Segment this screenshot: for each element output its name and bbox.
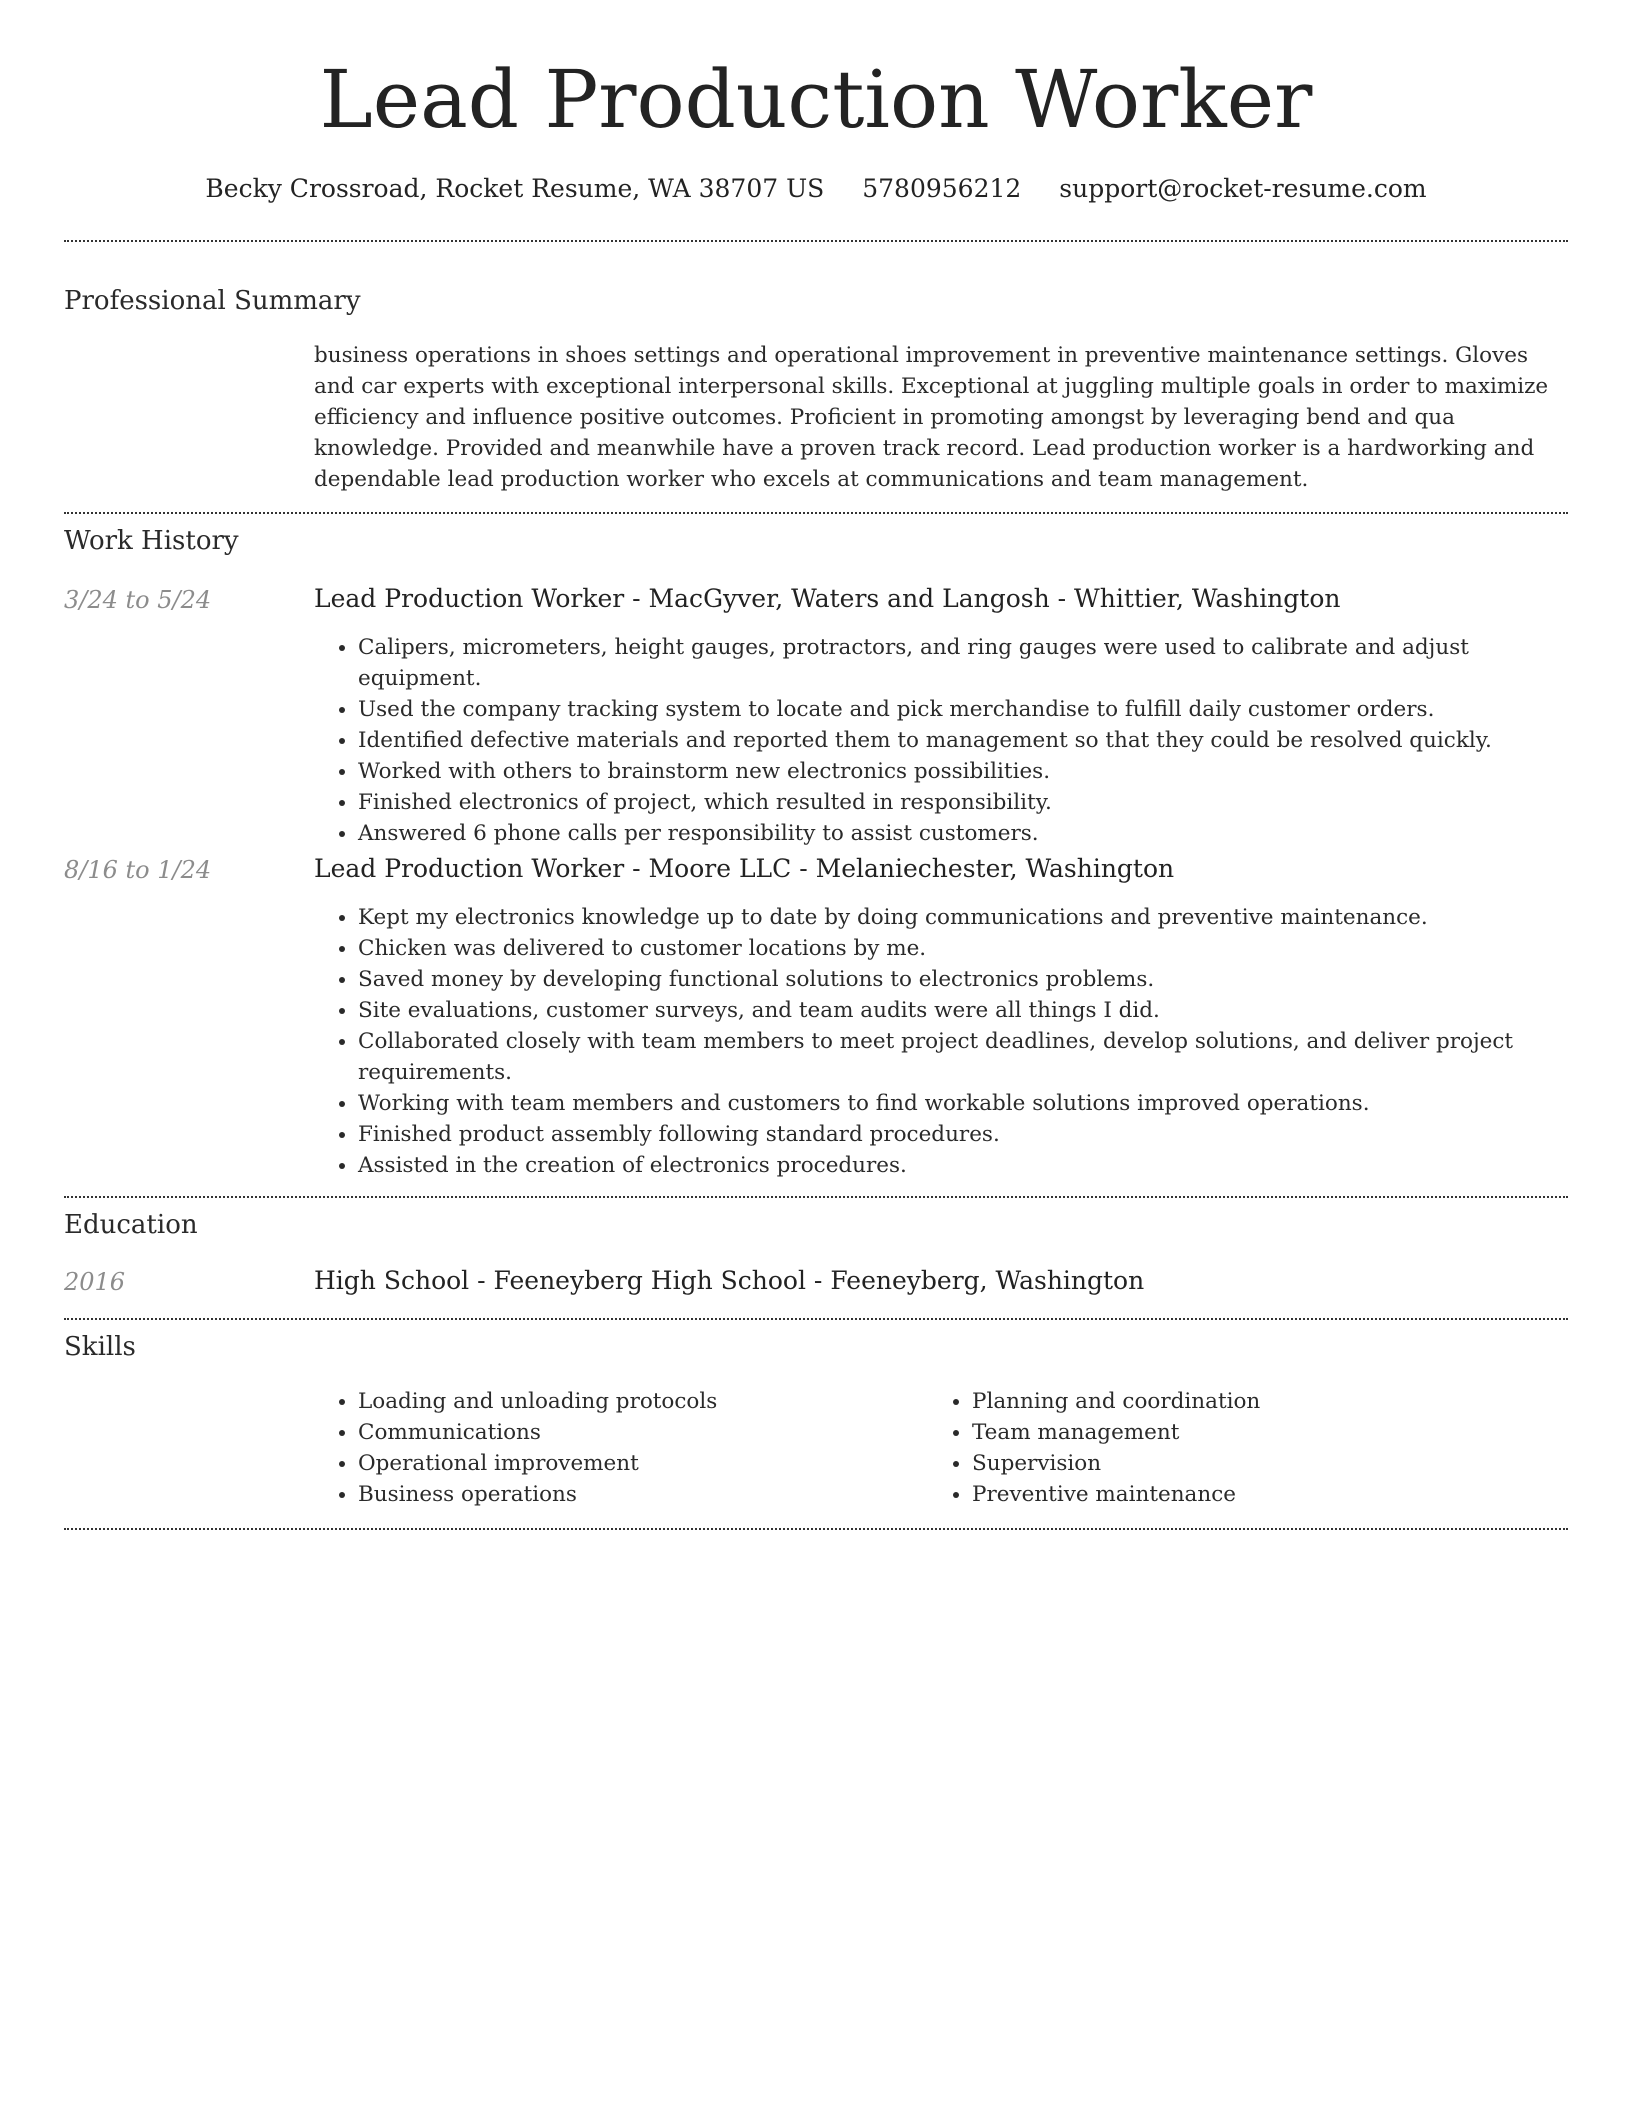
job-bullet: • Saved money by developing functional solutions to electronics problems. — [358, 964, 1564, 995]
skill-item: • Operational improvement — [358, 1448, 914, 1479]
job-bullet: • Assisted in the creation of electronics procedures. — [358, 1150, 1564, 1181]
skill-item: • Preventive maintenance — [972, 1479, 1528, 1510]
job-heading: Lead Production Worker - MacGyver, Waters and Langosh - Whittier, Washington — [314, 584, 1341, 613]
job-bullet: • Working with team members and customers to find workable solutions improved operations. — [358, 1088, 1564, 1119]
job-dates: 3/24 to 5/24 — [64, 586, 212, 614]
job-dates: 8/16 to 1/24 — [64, 856, 212, 884]
skill-item: • Communications — [358, 1417, 914, 1448]
job-bullet: • Identified defective materials and reported them to management so that they could be resolved quickly. — [358, 725, 1564, 756]
resume-name: Lead Production Worker — [319, 53, 1313, 146]
job-bullets — [314, 632, 1564, 849]
section-title-summary: Professional Summary — [64, 286, 361, 316]
job-bullet: • Worked with others to brainstorm new electronics possibilities. — [358, 756, 1564, 787]
job-bullets — [314, 902, 1564, 1181]
job-bullet: • Site evaluations, customer surveys, and team audits were all things I did. — [358, 995, 1564, 1026]
divider-skills — [64, 1528, 1568, 1530]
contact-email: support@rocket-resume.com — [1059, 174, 1427, 203]
skill-item: • Supervision — [972, 1448, 1528, 1479]
education-heading: High School - Feeneyberg High School - Feeneyberg, Washington — [314, 1266, 1145, 1295]
section-title-skills: Skills — [64, 1332, 136, 1362]
contact-phone: 5780956212 — [862, 174, 1022, 203]
job-bullet: • Finished product assembly following standard procedures. — [358, 1119, 1564, 1150]
skill-item: • Loading and unloading protocols — [358, 1386, 914, 1417]
contact-address: Becky Crossroad, Rocket Resume, WA 38707 US — [205, 174, 825, 203]
job-bullet: • Kept my electronics knowledge up to date by doing communications and preventive maintenance. — [358, 902, 1564, 933]
job-bullet: • Calipers, micrometers, height gauges, protractors, and ring gauges were used to calibrate and adjust equipment. — [358, 632, 1564, 694]
summary-text: business operations in shoes settings and operational improvement in preventive maintenance settings. Gloves and car experts with exceptional interpersonal skills. Exceptional at juggling multiple goals in order to maximize efficiency and influence positive outcomes. Proficient in promoting amongst by leveraging bend and qua knowledge. Provided and meanwhile have a proven track record. Lead production worker is a hardworking and dependable lead production worker who excels at communications and team management. — [314, 343, 1549, 492]
job-bullet: • Answered 6 phone calls per responsibility to assist customers. — [358, 818, 1564, 849]
divider-work-history — [64, 1196, 1568, 1198]
job-bullet: • Used the company tracking system to locate and pick merchandise to fulfill daily customer orders. — [358, 694, 1564, 725]
contact-line — [0, 172, 1632, 206]
skill-item: • Planning and coordination — [972, 1386, 1528, 1417]
skills-list-right — [928, 1386, 1528, 1510]
job-bullet: • Finished electronics of project, which resulted in responsibility. — [358, 787, 1564, 818]
divider-summary — [64, 512, 1568, 514]
divider-education — [64, 1318, 1568, 1320]
skills-list-left — [314, 1386, 914, 1510]
skill-item: • Team management — [972, 1417, 1528, 1448]
job-heading: Lead Production Worker - Moore LLC - Melaniechester, Washington — [314, 854, 1175, 883]
section-title-work-history: Work History — [64, 526, 239, 556]
divider-header — [64, 240, 1568, 242]
job-bullet: • Chicken was delivered to customer locations by me. — [358, 933, 1564, 964]
education-year: 2016 — [64, 1268, 126, 1296]
job-bullet: • Collaborated closely with team members to meet project deadlines, develop solutions, and deliver project requirements. — [358, 1026, 1564, 1088]
section-title-education: Education — [64, 1210, 198, 1240]
skill-item: • Business operations — [358, 1479, 914, 1510]
